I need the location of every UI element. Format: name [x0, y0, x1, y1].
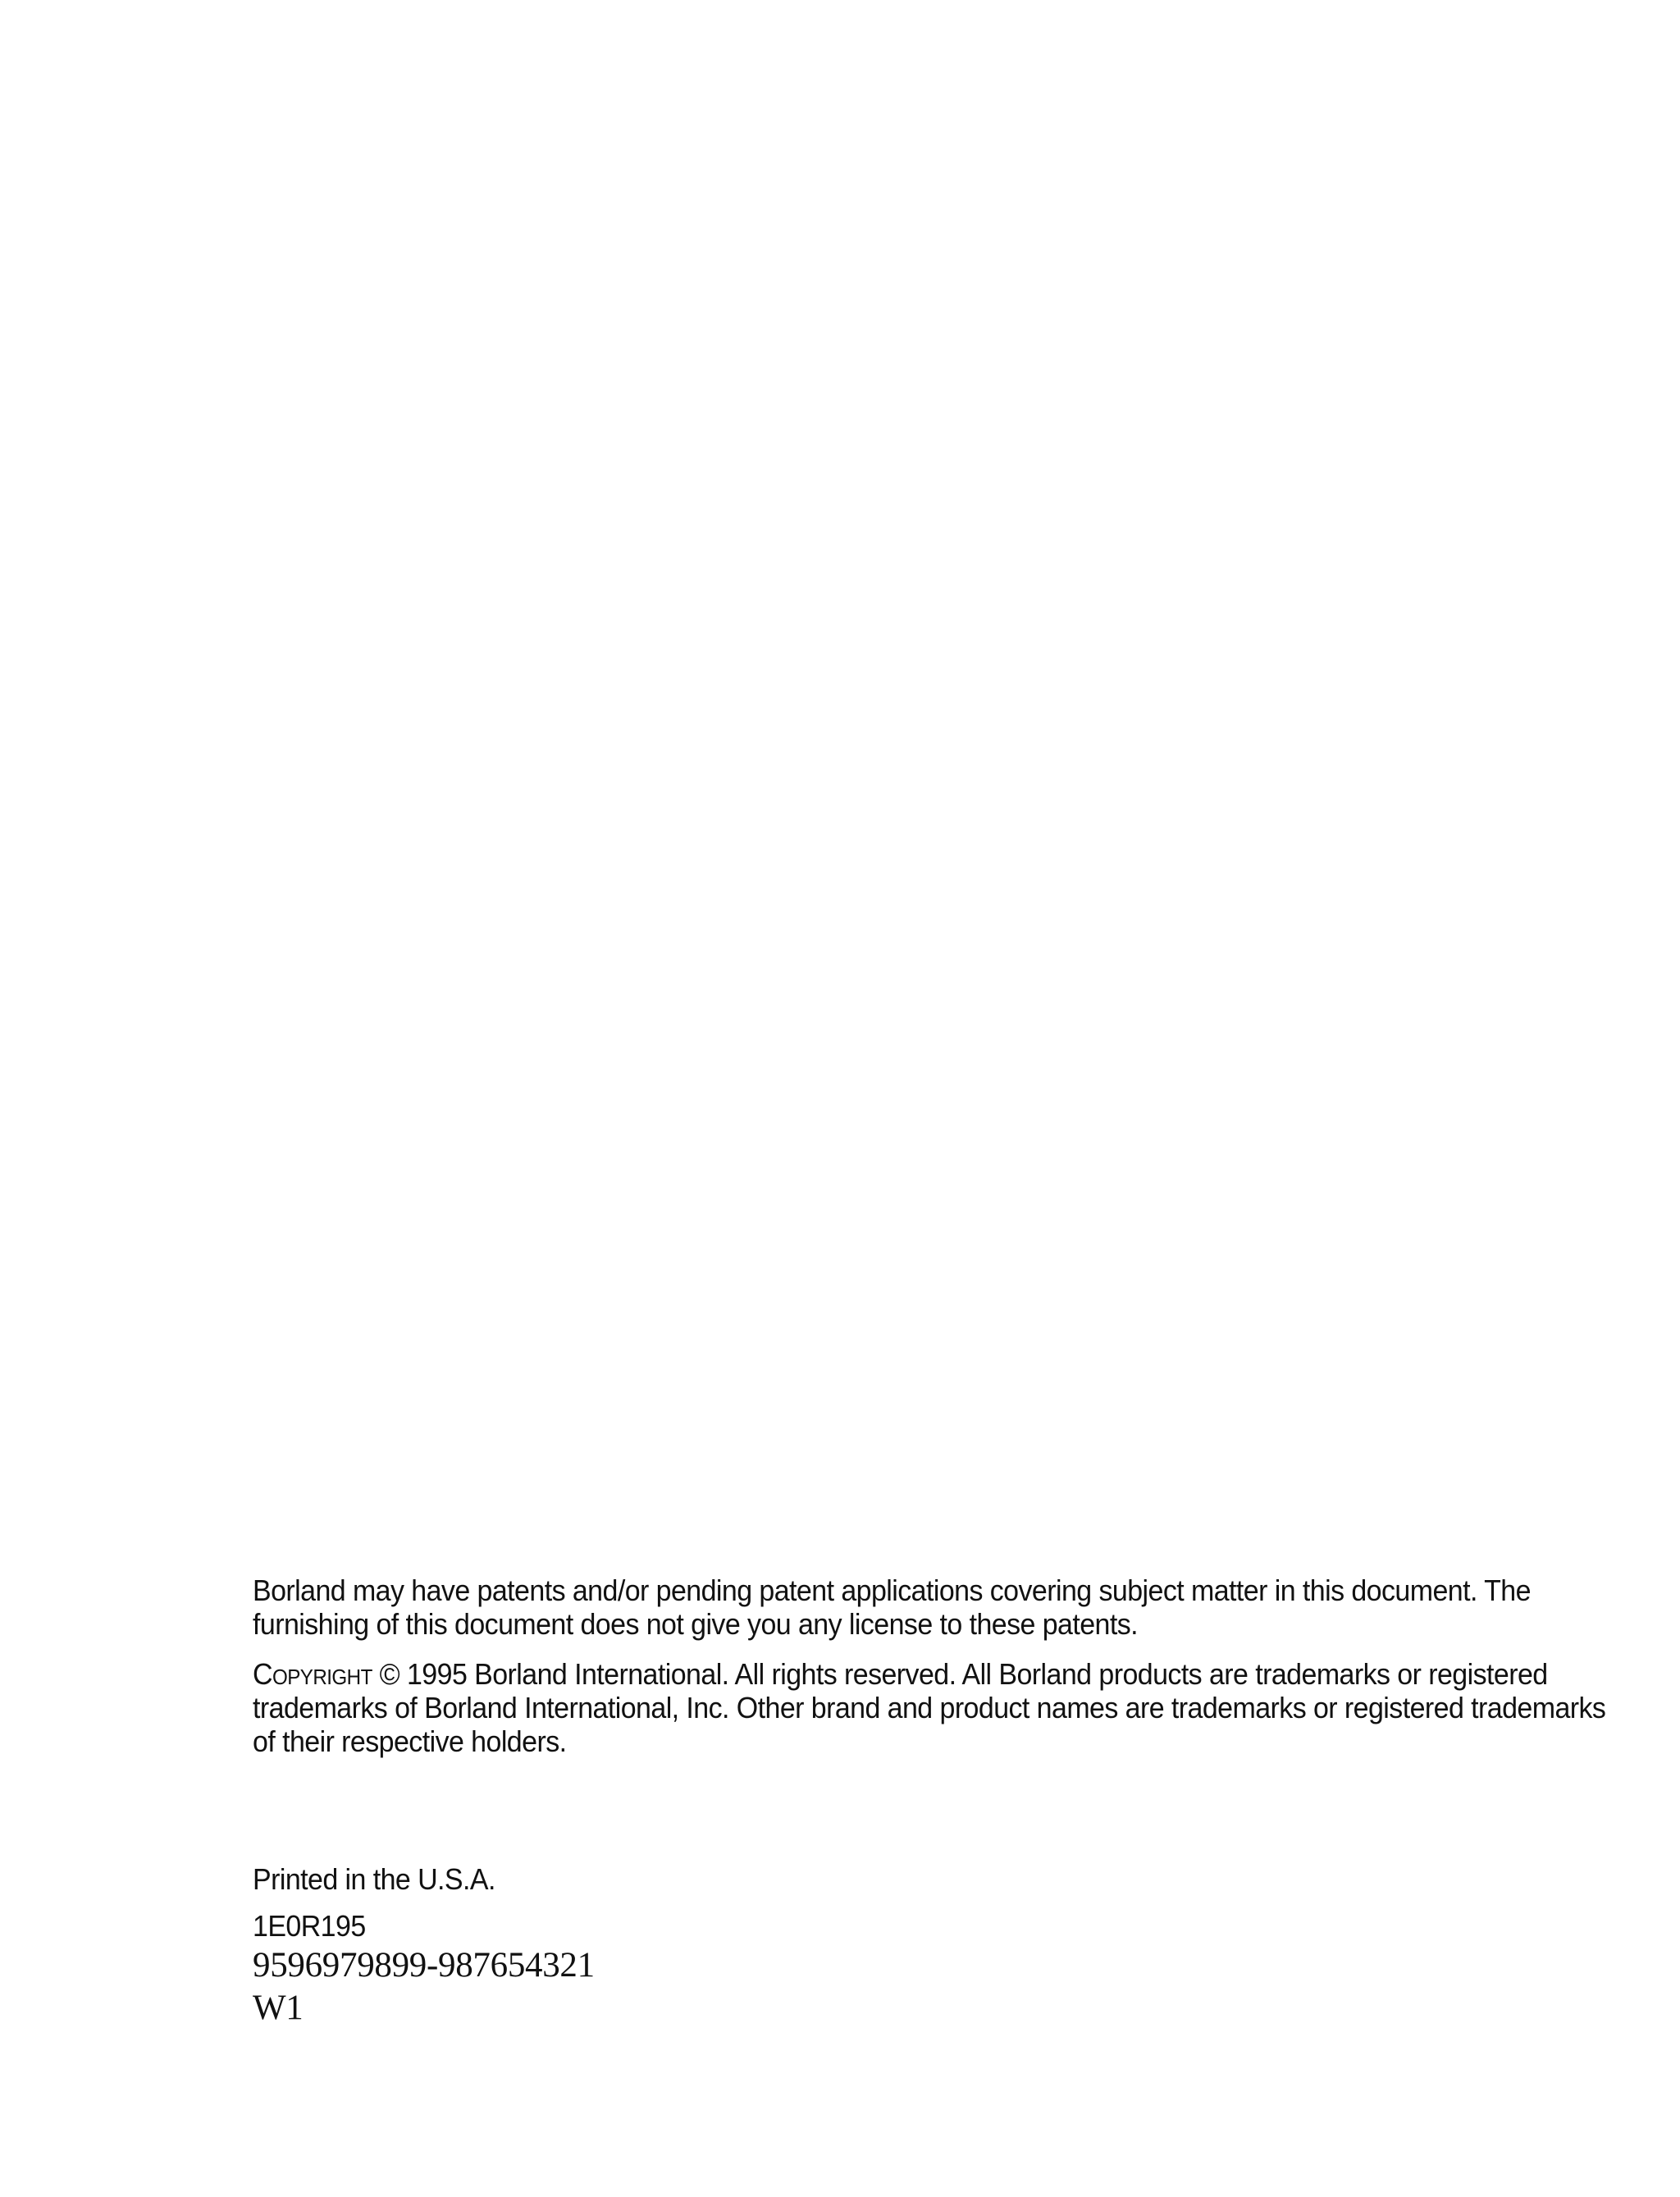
copyright-label: Copyright — [253, 1657, 372, 1691]
legal-notice — [253, 1574, 1614, 1758]
print-sequence: 9596979899-987654321 — [253, 1946, 595, 1985]
part-code: 1E0R195 — [253, 1909, 366, 1943]
printed-in-label: Printed in the U.S.A. — [253, 1862, 495, 1896]
copyright-text: © 1995 Borland International. All rights reserved. All Borland products are trademarks or registered trademarks of Borland International, Inc. Other brand and product names are trademarks or registered trademarks of their respective holders. — [253, 1657, 1606, 1758]
print-serial-info — [253, 1944, 595, 2030]
patents-paragraph: Borland may have patents and/or pending patent applications covering subject matter in this document. The furnishing of this document does not give you any license to these patents. — [253, 1574, 1531, 1641]
printing-info — [253, 1862, 495, 1943]
plant-code: W1 — [253, 1989, 304, 2027]
copyright-paragraph — [253, 1657, 1614, 1758]
